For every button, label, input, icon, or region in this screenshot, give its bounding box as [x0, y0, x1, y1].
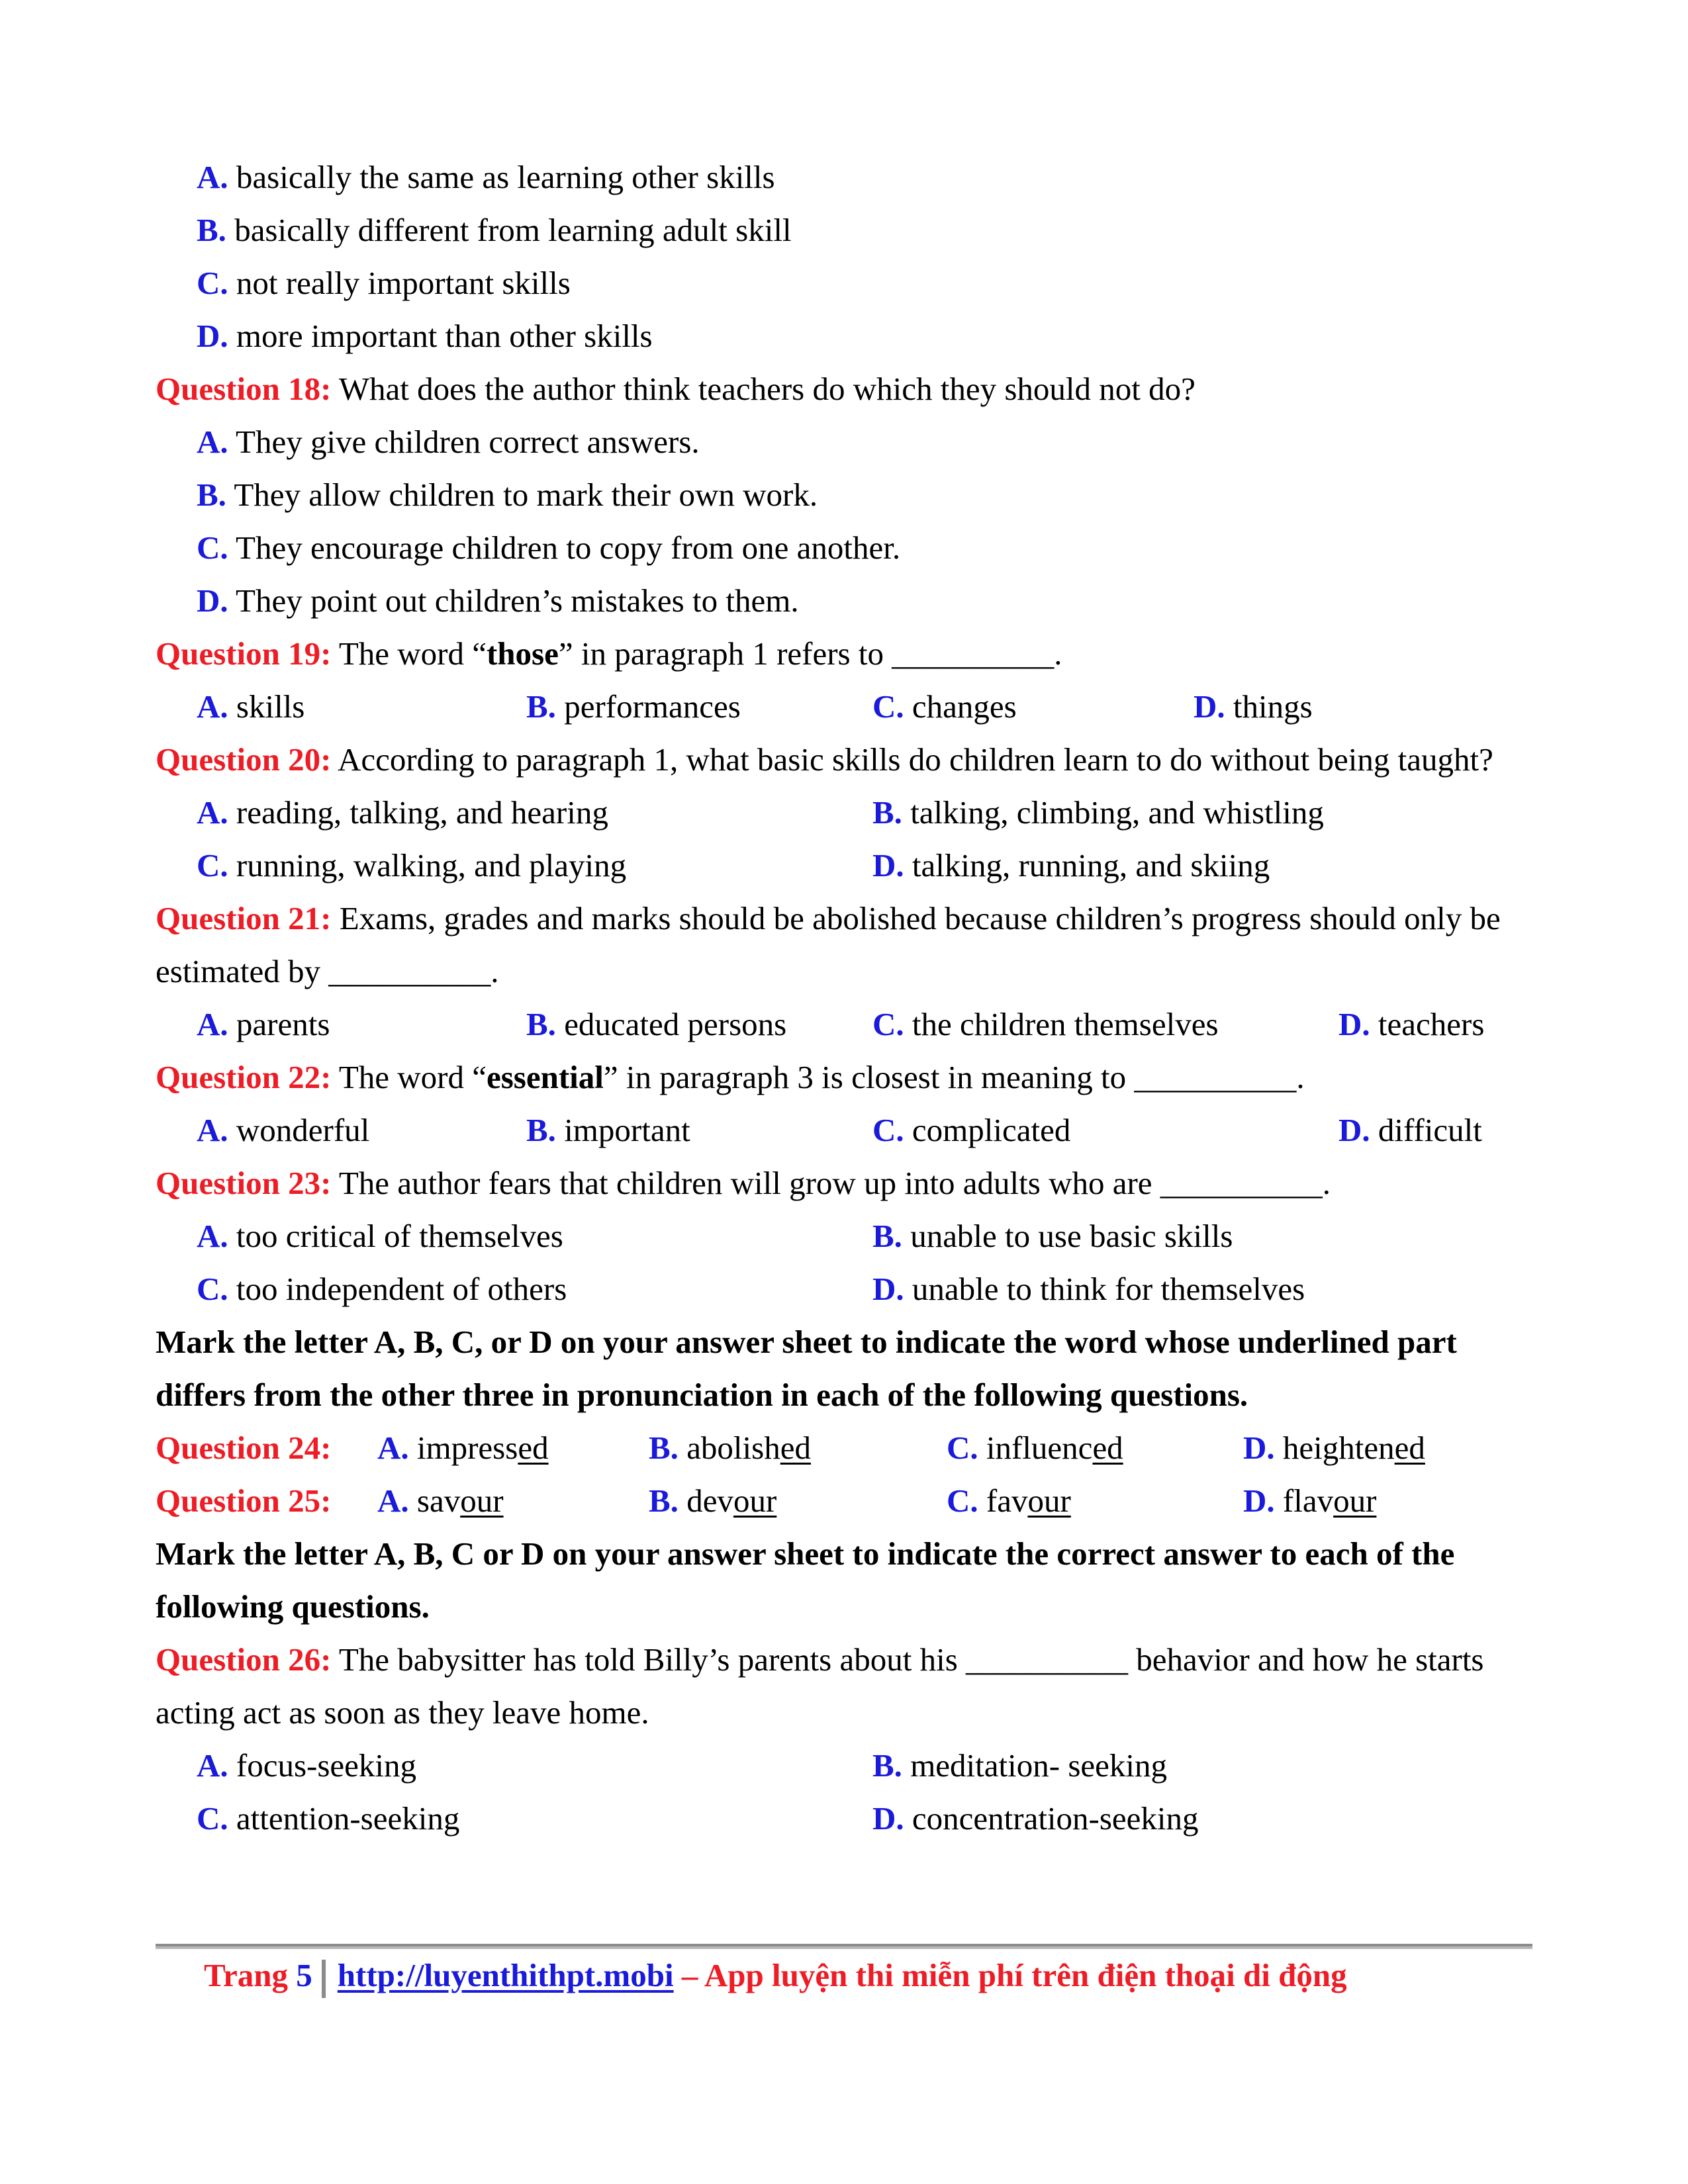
- q18-stem: Question 18: What does the author think teachers do which they should not do?: [156, 371, 1196, 407]
- q25-option-c: C. favour: [947, 1482, 1071, 1519]
- q19-options: [156, 680, 1532, 733]
- q23-option-c: C. too independent of others: [197, 1271, 567, 1307]
- q21-option-a: A. parents: [197, 1006, 330, 1042]
- q26-option-d: D. concentration-seeking: [872, 1800, 1199, 1837]
- q20-options-row2: [156, 839, 1532, 892]
- q17-option-a: A. basically the same as learning other skills: [197, 159, 775, 195]
- q18-option-d: D. They point out children’s mistakes to them.: [197, 582, 799, 619]
- q23-option-b: B. unable to use basic skills: [872, 1218, 1233, 1254]
- footer-page-number: 5: [296, 1957, 312, 1993]
- q23-options-row1: [156, 1210, 1532, 1263]
- q22-stem: Question 22: The word “essential” in paragraph 3 is closest in meaning to __________.: [156, 1059, 1305, 1095]
- q22-option-d: D. difficult: [1338, 1112, 1482, 1148]
- q23-option-d: D. unable to think for themselves: [872, 1271, 1305, 1307]
- q21-option-b: B. educated persons: [526, 1006, 787, 1042]
- instruction-pronunciation: Mark the letter A, B, C, or D on your answer sheet to indicate the word whose underlined part differs from the other three in pronunciation in each of the following questions.: [156, 1324, 1457, 1413]
- q19-option-a: A. skills: [197, 688, 305, 725]
- q20-option-b: B. talking, climbing, and whistling: [872, 794, 1324, 831]
- q20-stem: Question 20: According to paragraph 1, what basic skills do children learn to do without being taught?: [156, 741, 1493, 778]
- q23-stem: Question 23: The author fears that children will grow up into adults who are __________.: [156, 1165, 1331, 1201]
- footer-tagline: – App luyện thi miễn phí trên điện thoại di động: [673, 1957, 1347, 1993]
- page-content: [156, 151, 1532, 1845]
- q26-stem: Question 26: The babysitter has told Billy’s parents about his __________ behavior and how he starts acting act as soon as they leave home.: [156, 1641, 1484, 1731]
- q19-stem: Question 19: The word “those” in paragraph 1 refers to __________.: [156, 635, 1062, 672]
- q24-option-d: D. heightened: [1243, 1430, 1425, 1466]
- q21-stem: Question 21: Exams, grades and marks should be abolished because children’s progress should only be estimated by __________.: [156, 900, 1501, 989]
- q20-option-c: C. running, walking, and playing: [197, 847, 627, 884]
- q18-option-b: B. They allow children to mark their own work.: [197, 477, 818, 513]
- q25-option-d: D. flavour: [1243, 1482, 1377, 1519]
- q25-row: [156, 1475, 1532, 1527]
- q24-option-b: B. abolished: [649, 1430, 811, 1466]
- q21-option-d: D. teachers: [1338, 1006, 1485, 1042]
- footer-divider: [156, 1944, 1532, 1949]
- q25-label: Question 25:: [156, 1482, 332, 1519]
- footer-separator: [322, 1960, 326, 1998]
- q23-option-a: A. too critical of themselves: [197, 1218, 563, 1254]
- footer-page-label: Trang: [204, 1957, 289, 1993]
- instruction-correct-answer: Mark the letter A, B, C or D on your answer sheet to indicate the correct answer to each of the following questions.: [156, 1535, 1455, 1625]
- q26-options-row1: [156, 1739, 1532, 1792]
- q20-option-d: D. talking, running, and skiing: [872, 847, 1270, 884]
- q17-option-c: C. not really important skills: [197, 265, 571, 301]
- q18-option-a: A. They give children correct answers.: [197, 424, 700, 460]
- page-footer: [204, 1949, 1347, 2002]
- q26-options-row2: [156, 1792, 1532, 1845]
- q25-option-b: B. devour: [649, 1482, 777, 1519]
- footer-link[interactable]: http://luyenthithpt.mobi: [337, 1957, 674, 1993]
- q23-options-row2: [156, 1263, 1532, 1316]
- q19-option-b: B. performances: [526, 688, 741, 725]
- q24-row: [156, 1422, 1532, 1475]
- q17-option-d: D. more important than other skills: [197, 318, 653, 354]
- q19-option-d: D. things: [1194, 688, 1313, 725]
- q20-option-a: A. reading, talking, and hearing: [197, 794, 608, 831]
- q24-option-a: A. impressed: [377, 1430, 549, 1466]
- q25-option-a: A. savour: [377, 1482, 504, 1519]
- q21-option-c: C. the children themselves: [872, 1006, 1219, 1042]
- q22-options: [156, 1104, 1532, 1157]
- q26-option-b: B. meditation- seeking: [872, 1747, 1168, 1784]
- q22-option-a: A. wonderful: [197, 1112, 370, 1148]
- q24-option-c: C. influenced: [947, 1430, 1123, 1466]
- q20-options-row1: [156, 786, 1532, 839]
- q22-option-b: B. important: [526, 1112, 690, 1148]
- q22-option-c: C. complicated: [872, 1112, 1071, 1148]
- q17-option-b: B. basically different from learning adult skill: [197, 212, 792, 248]
- q18-option-c: C. They encourage children to copy from one another.: [197, 529, 901, 566]
- q21-options: [156, 998, 1532, 1051]
- q26-option-a: A. focus-seeking: [197, 1747, 417, 1784]
- q19-option-c: C. changes: [872, 688, 1017, 725]
- q26-option-c: C. attention-seeking: [197, 1800, 460, 1837]
- q24-label: Question 24:: [156, 1430, 332, 1466]
